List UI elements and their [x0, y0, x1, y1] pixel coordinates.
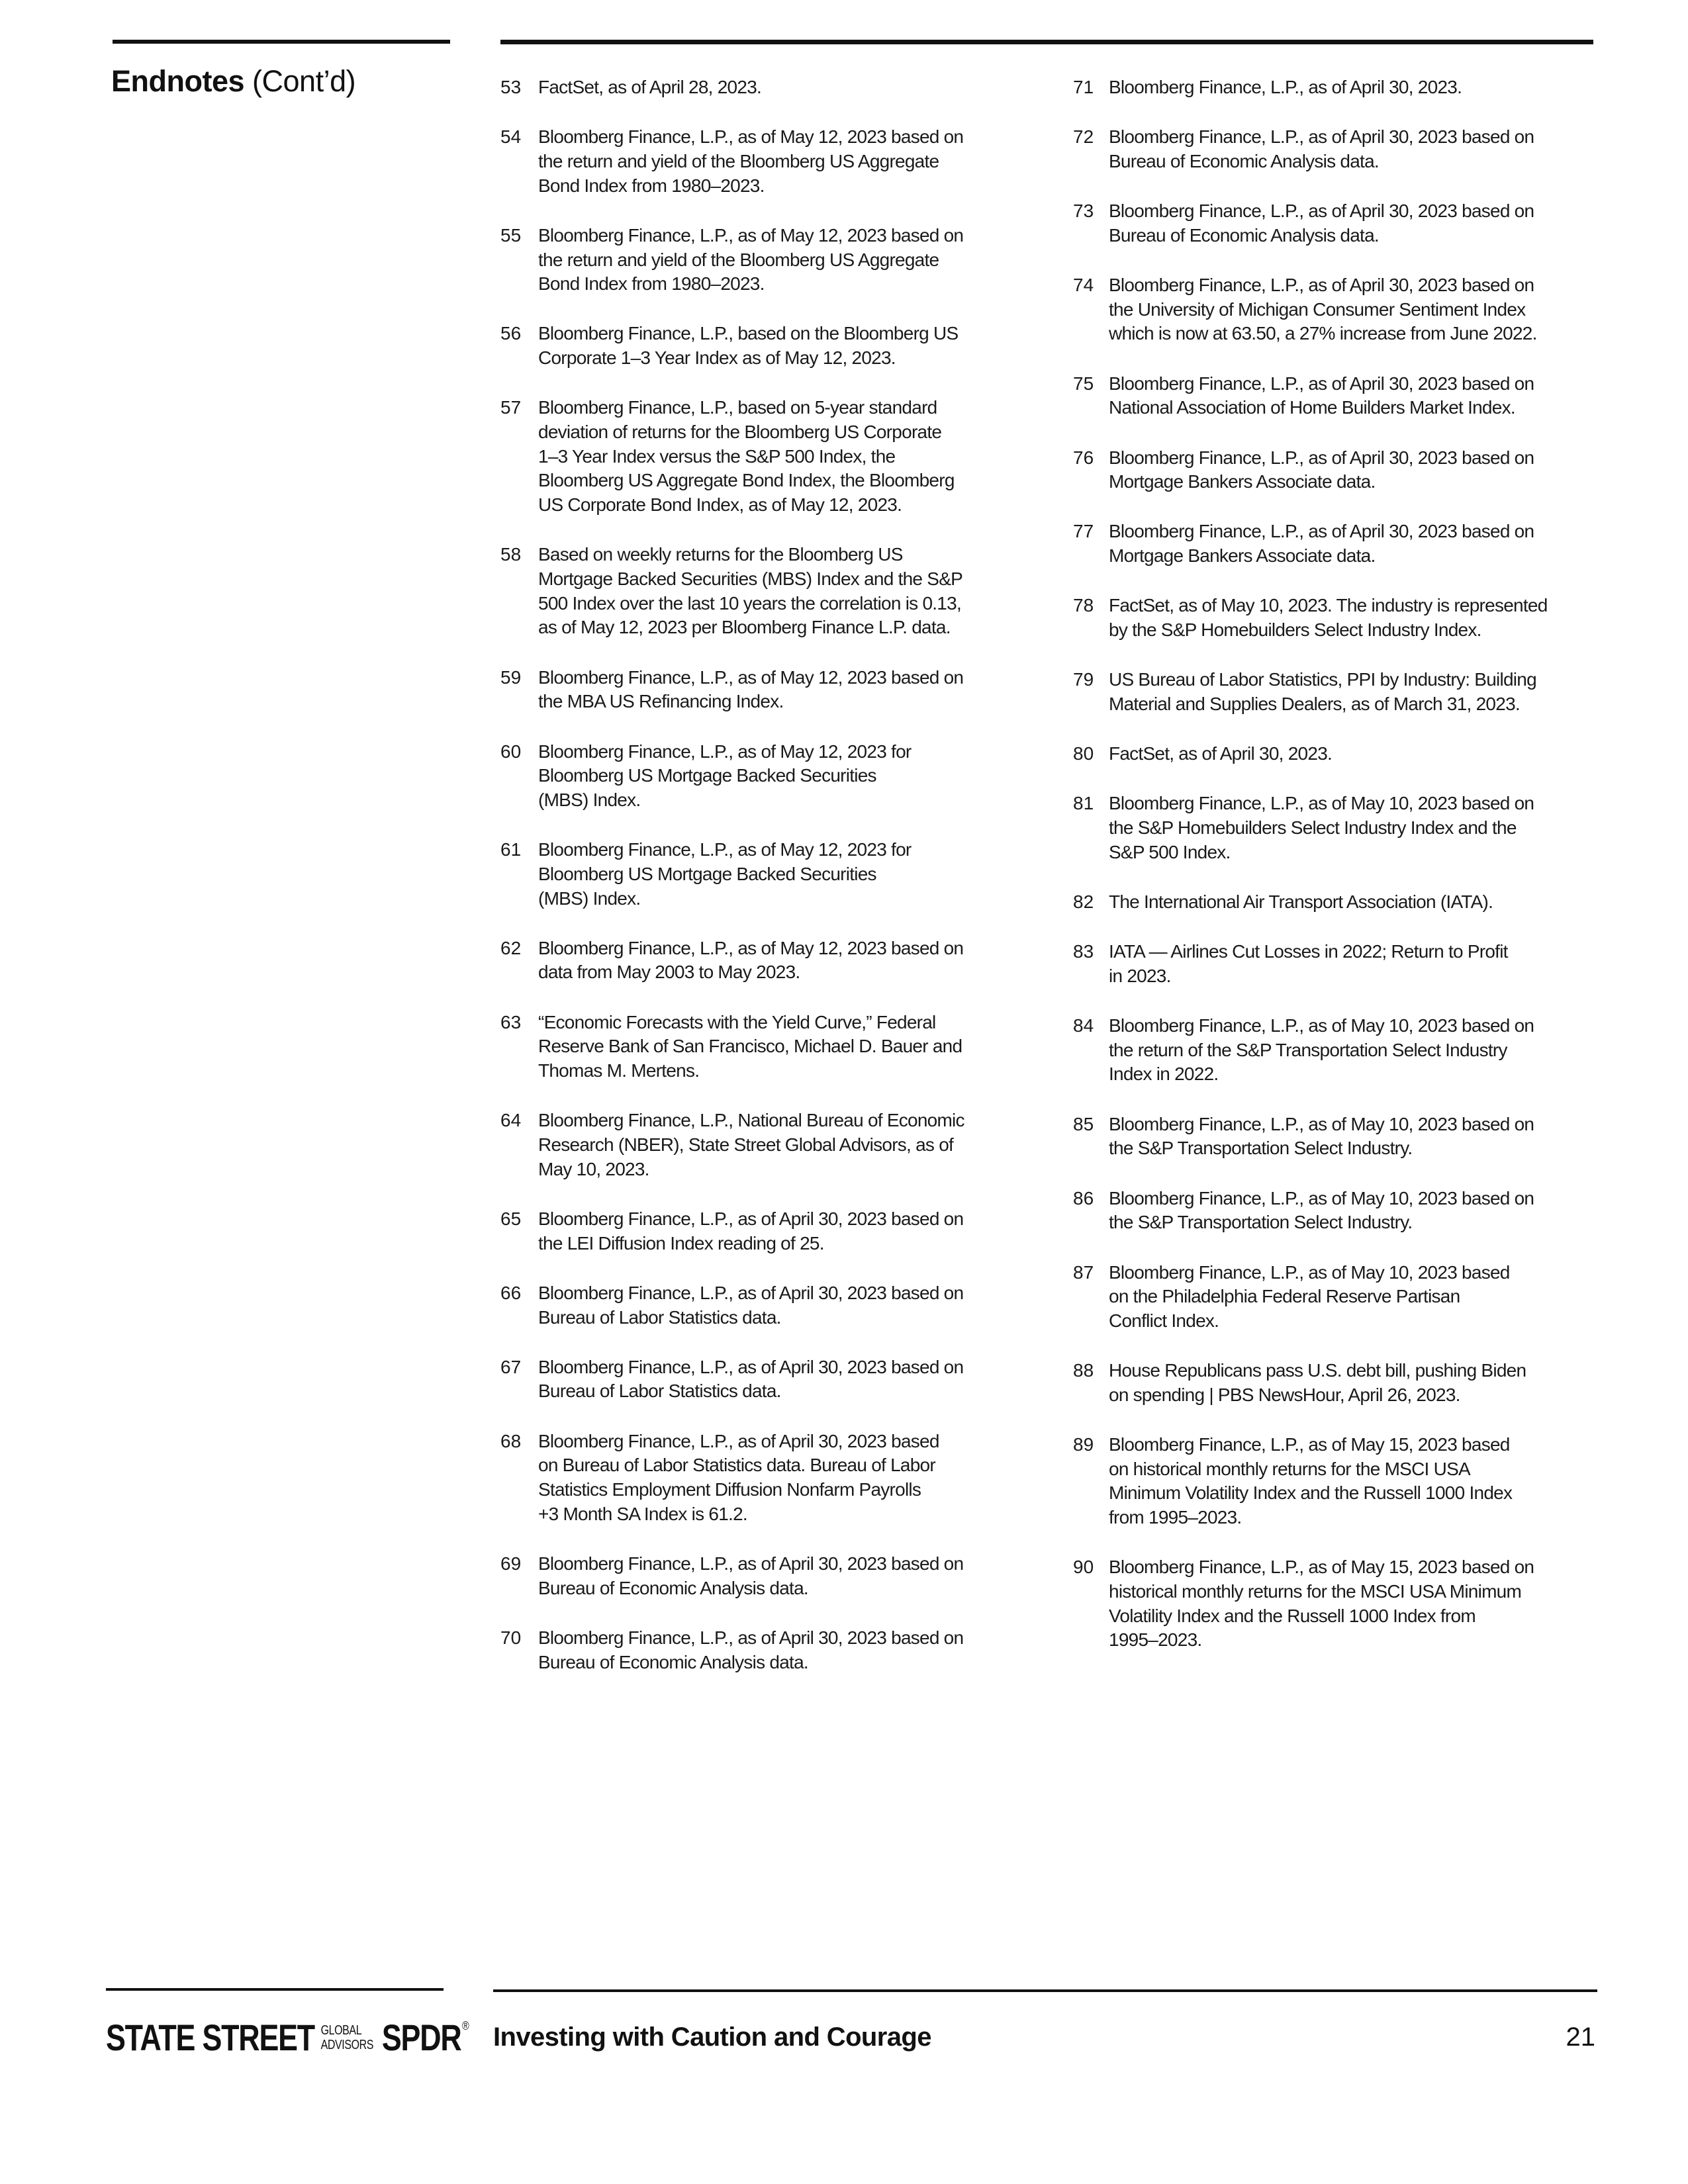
- logo-global-advisors: [321, 2023, 373, 2052]
- endnote-number: 71: [1073, 77, 1094, 97]
- endnote-number: 65: [500, 1208, 522, 1229]
- endnote-item: [1073, 125, 1603, 173]
- endnote-number: 83: [1073, 941, 1094, 962]
- footer-rule-right: [493, 1989, 1597, 1992]
- endnote-number: 89: [1073, 1434, 1094, 1455]
- endnote-number: 70: [500, 1627, 522, 1648]
- endnote-number: 90: [1073, 1557, 1094, 1578]
- endnote-text: Bloomberg Finance, L.P., as of May 12, 2023 based on the MBA US Refinancing Index.: [538, 666, 964, 712]
- endnote-number: 86: [1073, 1187, 1094, 1208]
- header-rule-left: [113, 40, 450, 44]
- endnote-number: 81: [1073, 793, 1094, 814]
- endnote-item: [1073, 1433, 1603, 1530]
- endnote-item: [500, 1626, 1004, 1674]
- endnote-number: 68: [500, 1430, 522, 1451]
- endnote-number: 73: [1073, 201, 1094, 222]
- endnote-item: [1073, 940, 1603, 988]
- endnote-text: Bloomberg Finance, L.P., as of April 30, 2023 based on the University of Michigan Consumer Sentiment Index which is now at 63.50, a 27% increase from June 2022.: [1109, 275, 1537, 344]
- endnote-item: [500, 125, 1004, 198]
- endnote-text: Bloomberg Finance, L.P., based on 5-year standard deviation of returns for the Bloomberg US Corporate 1–3 Year Index versus the S&P 500 Index, the Bloomberg US Aggregate Bond Index, the Bloomberg US Corporate Bond Index, as of May 12, 2023.: [538, 397, 955, 516]
- endnote-item: [1073, 199, 1603, 248]
- endnote-number: 57: [500, 397, 522, 418]
- endnote-item: [500, 666, 1004, 714]
- endnote-text: Bloomberg Finance, L.P., as of April 30, 2023 based on Bureau of Economic Analysis data.: [538, 1627, 964, 1672]
- endnote-item: [500, 1552, 1004, 1600]
- endnote-text: Bloomberg Finance, L.P., as of April 30, 2023.: [1109, 77, 1462, 97]
- endnote-item: [500, 936, 1004, 985]
- endnote-text: Bloomberg Finance, L.P., as of April 30, 2023 based on National Association of Home Builders Market Index.: [1109, 373, 1534, 418]
- endnote-number: 62: [500, 937, 522, 958]
- endnote-text: Based on weekly returns for the Bloomberg US Mortgage Backed Securities (MBS) Index and the S&P 500 Index over the last 10 years the correlation is 0.13, as of May 12, 2023 per Bloomberg Finance L.P. data.: [538, 544, 963, 638]
- endnote-item: [500, 1109, 1004, 1181]
- registered-mark-icon: ®: [462, 2019, 469, 2032]
- document-title: Investing with Caution and Courage: [493, 2023, 931, 2052]
- endnote-number: 74: [1073, 275, 1094, 296]
- endnote-text: House Republicans pass U.S. debt bill, pushing Biden on spending | PBS NewsHour, April 26, 2023.: [1109, 1360, 1526, 1405]
- endnote-number: 58: [500, 544, 522, 565]
- endnote-item: [500, 75, 1004, 100]
- logo-state-street: STATE STREET: [106, 2017, 314, 2058]
- endnote-item: [500, 1430, 1004, 1527]
- endnote-number: 61: [500, 839, 522, 860]
- endnote-number: 69: [500, 1553, 522, 1574]
- endnote-text: The International Air Transport Association (IATA).: [1109, 891, 1493, 912]
- endnote-text: Bloomberg Finance, L.P., based on the Bloomberg US Corporate 1–3 Year Index as of May 12, 2023.: [538, 323, 959, 369]
- endnote-text: Bloomberg Finance, L.P., as of May 10, 2023 based on the Philadelphia Federal Reserve Partisan Conflict Index.: [1109, 1261, 1510, 1331]
- endnote-text: FactSet, as of April 30, 2023.: [1109, 743, 1333, 764]
- endnote-item: [500, 1281, 1004, 1330]
- endnote-number: 67: [500, 1356, 522, 1377]
- endnote-item: [500, 543, 1004, 640]
- endnote-item: [1073, 1014, 1603, 1087]
- endnote-text: Bloomberg Finance, L.P., as of April 30, 2023 based on Bureau of Economic Analysis data.: [1109, 126, 1534, 171]
- endnote-number: 59: [500, 666, 522, 688]
- endnote-item: [1073, 594, 1603, 642]
- endnote-number: 87: [1073, 1261, 1094, 1283]
- endnote-item: [500, 1355, 1004, 1404]
- endnote-text: IATA — Airlines Cut Losses in 2022; Return to Profit in 2023.: [1109, 941, 1508, 986]
- endnote-number: 66: [500, 1282, 522, 1303]
- endnote-number: 79: [1073, 669, 1094, 690]
- endnote-item: [1073, 1261, 1603, 1334]
- endnote-text: Bloomberg Finance, L.P., as of May 12, 2023 based on the return and yield of the Bloomberg US Aggregate Bond Index from 1980–2023.: [538, 224, 964, 295]
- endnote-item: [1073, 446, 1603, 494]
- endnote-number: 77: [1073, 521, 1094, 542]
- endnote-number: 84: [1073, 1015, 1094, 1036]
- endnote-number: 53: [500, 77, 522, 97]
- endnote-number: 88: [1073, 1360, 1094, 1381]
- endnote-text: Bloomberg Finance, L.P., as of April 30, 2023 based on the LEI Diffusion Index reading of 25.: [538, 1208, 964, 1253]
- endnote-number: 78: [1073, 595, 1094, 616]
- endnote-number: 55: [500, 224, 522, 246]
- endnote-number: 64: [500, 1110, 522, 1131]
- endnote-text: Bloomberg Finance, L.P., as of May 12, 2023 based on the return and yield of the Bloomberg US Aggregate Bond Index from 1980–2023.: [538, 126, 964, 196]
- endnote-item: [1073, 792, 1603, 864]
- endnote-text: Bloomberg Finance, L.P., as of May 10, 2023 based on the return of the S&P Transportation Select Industry Index in 2022.: [1109, 1015, 1534, 1085]
- endnote-text: “Economic Forecasts with the Yield Curve,” Federal Reserve Bank of San Francisco, Michael D. Bauer and Thomas M. Mertens.: [538, 1011, 962, 1081]
- endnotes-column-right: [1073, 75, 1603, 1678]
- page-title-continued: (Cont’d): [252, 64, 356, 98]
- endnote-text: Bloomberg Finance, L.P., as of May 12, 2023 based on data from May 2003 to May 2023.: [538, 937, 964, 983]
- endnotes-column-left: [500, 75, 1004, 1700]
- endnote-item: [1073, 742, 1603, 766]
- endnote-item: [500, 396, 1004, 518]
- endnote-text: Bloomberg Finance, L.P., as of April 30, 2023 based on Mortgage Bankers Associate data.: [1109, 521, 1534, 567]
- endnote-number: 63: [500, 1011, 522, 1032]
- endnote-item: [1073, 1187, 1603, 1235]
- endnote-text: Bloomberg Finance, L.P., as of May 10, 2023 based on the S&P Transportation Select Industry.: [1109, 1187, 1534, 1233]
- page-title: [111, 64, 355, 99]
- endnote-text: Bloomberg Finance, L.P., as of April 30, 2023 based on Bureau of Labor Statistics data. Bureau of Labor Statistics Employment Diffusion Nonfarm Payrolls +3 Month SA Index is 61.2.: [538, 1430, 939, 1524]
- endnote-item: [1073, 1359, 1603, 1407]
- endnote-text: FactSet, as of April 28, 2023.: [538, 77, 762, 97]
- endnote-item: [500, 740, 1004, 813]
- endnote-number: 75: [1073, 373, 1094, 394]
- header-rule-right: [500, 40, 1593, 44]
- endnote-number: 82: [1073, 891, 1094, 912]
- endnote-item: [1073, 520, 1603, 568]
- endnote-text: Bloomberg Finance, L.P., as of May 10, 2023 based on the S&P Homebuilders Select Industry Index and the S&P 500 Index.: [1109, 793, 1534, 862]
- footer-rule-left: [106, 1988, 444, 1991]
- endnote-item: [500, 1011, 1004, 1083]
- endnote-number: 76: [1073, 447, 1094, 468]
- endnote-text: US Bureau of Labor Statistics, PPI by Industry: Building Material and Supplies Dealers, as of March 31, 2023.: [1109, 669, 1536, 714]
- logo-spdr: SPDR: [381, 2017, 461, 2058]
- endnote-text: Bloomberg Finance, L.P., as of April 30, 2023 based on Bureau of Labor Statistics data.: [538, 1356, 964, 1402]
- endnote-text: Bloomberg Finance, L.P., as of April 30, 2023 based on Bureau of Labor Statistics data.: [538, 1282, 964, 1328]
- endnote-number: 85: [1073, 1113, 1094, 1134]
- endnote-text: Bloomberg Finance, L.P., as of April 30, 2023 based on Bureau of Economic Analysis data.: [538, 1553, 964, 1598]
- endnote-number: 80: [1073, 743, 1094, 764]
- endnote-item: [500, 322, 1004, 370]
- endnote-item: [1073, 890, 1603, 915]
- logo-global: GLOBAL: [320, 2023, 362, 2038]
- endnote-item: [1073, 75, 1603, 100]
- logo-advisors: ADVISORS: [320, 2038, 374, 2052]
- endnote-item: [1073, 668, 1603, 716]
- endnote-text: FactSet, as of May 10, 2023. The industry is represented by the S&P Homebuilders Select Industry Index.: [1109, 595, 1548, 641]
- endnote-text: Bloomberg Finance, L.P., as of May 12, 2023 for Bloomberg US Mortgage Backed Securities (MBS) Index.: [538, 839, 912, 909]
- endnote-item: [500, 838, 1004, 911]
- endnote-text: Bloomberg Finance, L.P., as of May 15, 2023 based on historical monthly returns for the MSCI USA Minimum Volatility Index and the Russell 1000 Index from 1995–2023.: [1109, 1434, 1513, 1528]
- endnote-item: [1073, 273, 1603, 346]
- endnote-text: Bloomberg Finance, L.P., as of April 30, 2023 based on Mortgage Bankers Associate data.: [1109, 447, 1534, 492]
- page-title-bold: Endnotes: [111, 64, 245, 98]
- endnote-item: [1073, 1555, 1603, 1653]
- endnote-number: 72: [1073, 126, 1094, 148]
- endnote-number: 60: [500, 741, 522, 762]
- endnote-text: Bloomberg Finance, L.P., as of May 12, 2023 for Bloomberg US Mortgage Backed Securities (MBS) Index.: [538, 741, 912, 810]
- endnote-number: 54: [500, 126, 522, 148]
- state-street-spdr-logo: [106, 2015, 560, 2061]
- endnote-item: [1073, 1113, 1603, 1161]
- endnote-item: [500, 1207, 1004, 1255]
- endnote-text: Bloomberg Finance, L.P., National Bureau of Economic Research (NBER), State Street Global Advisors, as of May 10, 2023.: [538, 1110, 964, 1179]
- page-number: 21: [1566, 2023, 1595, 2052]
- endnote-number: 56: [500, 323, 522, 344]
- endnote-text: Bloomberg Finance, L.P., as of May 15, 2023 based on historical monthly returns for the MSCI USA Minimum Volatility Index and the Russell 1000 Index from 1995–2023.: [1109, 1557, 1534, 1651]
- endnote-item: [500, 224, 1004, 296]
- endnote-item: [1073, 372, 1603, 420]
- endnote-text: Bloomberg Finance, L.P., as of April 30, 2023 based on Bureau of Economic Analysis data.: [1109, 201, 1534, 246]
- endnote-text: Bloomberg Finance, L.P., as of May 10, 2023 based on the S&P Transportation Select Industry.: [1109, 1113, 1534, 1159]
